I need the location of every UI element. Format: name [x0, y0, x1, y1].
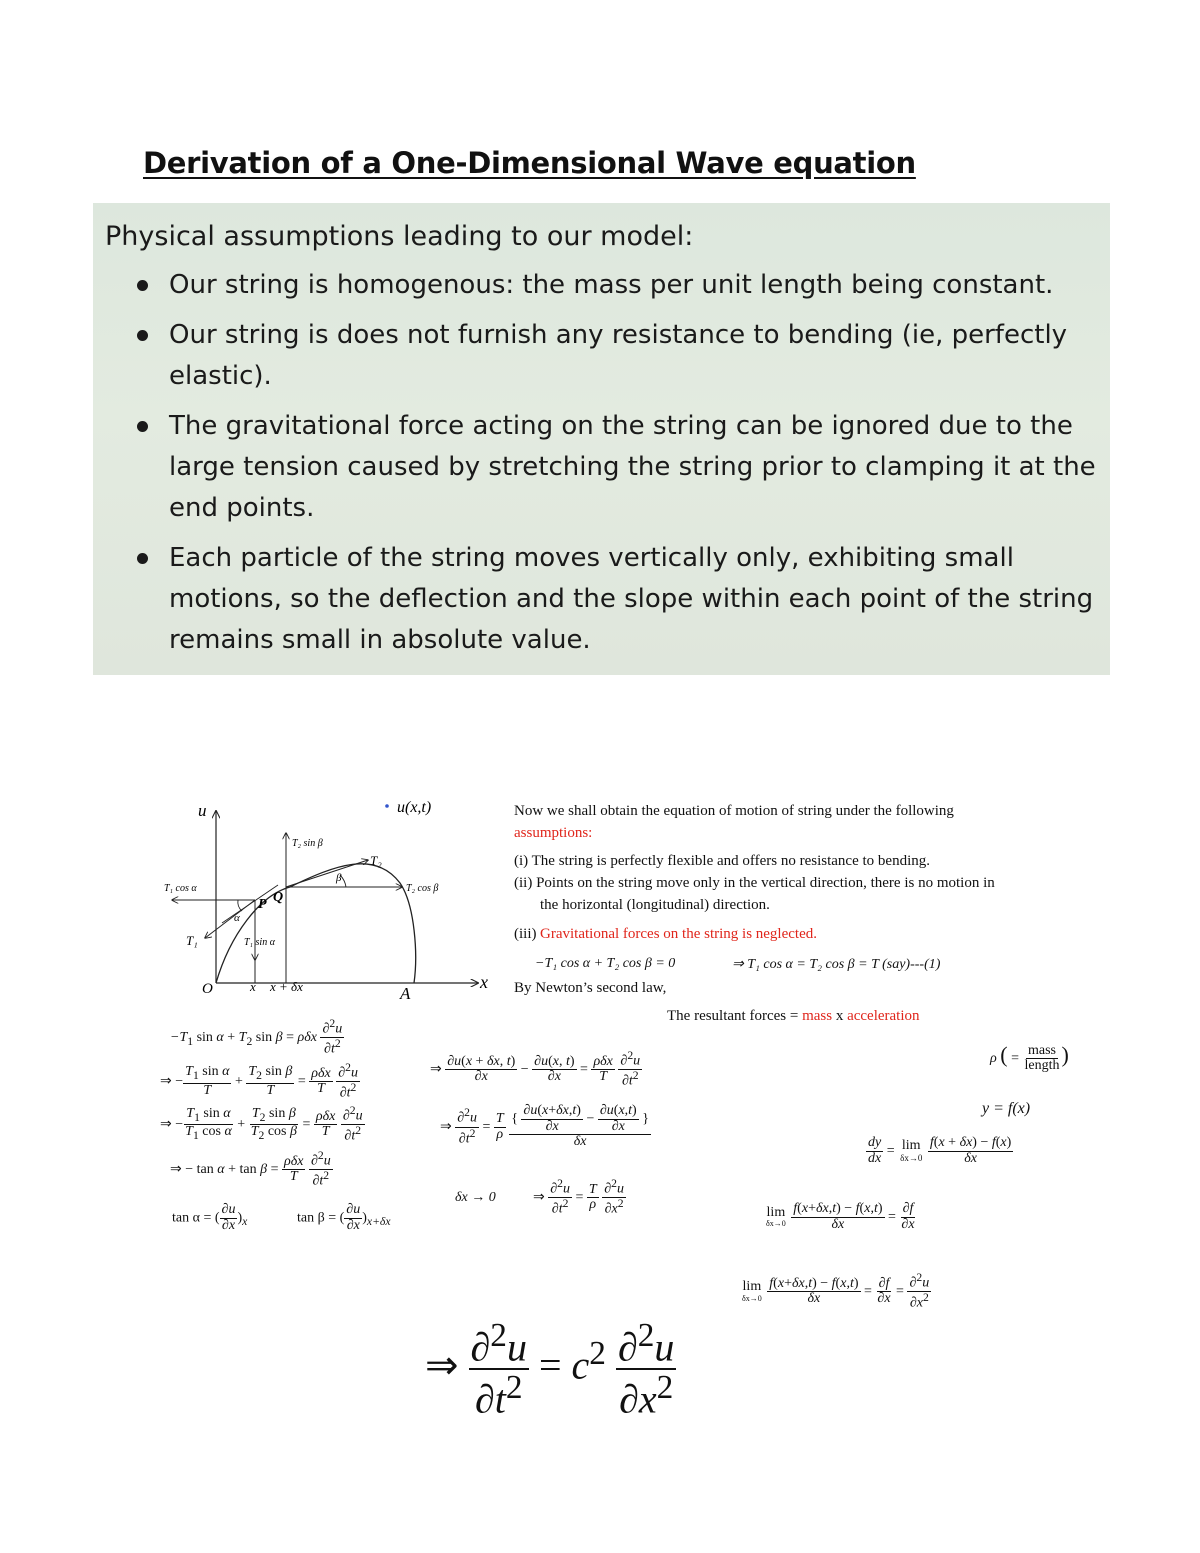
- alpha-label: α: [234, 912, 240, 924]
- intro-assumptions-label: assumptions:: [514, 825, 593, 841]
- partial-derivative-limit: lim δx→0 $\frac{f(x+\delta x,t) - f(x,t)}{\delta x}$ = $\frac{\partial f}{\partial x}$: [766, 1201, 915, 1232]
- list-item: Our string is does not furnish any resistance to bending (ie, perfectly elastic).: [133, 315, 1103, 397]
- beta-label: β: [336, 872, 342, 884]
- assumption-1: (i) The string is perfectly flexible and offers no resistance to bending.: [514, 853, 930, 869]
- u-axis-label: u: [198, 801, 207, 820]
- density-definition: ρ ( = $\frac{\text{mass}}{\text{length}}$ ): [990, 1042, 1069, 1074]
- assumptions-slide: [93, 203, 1110, 675]
- string-force-diagram: [160, 795, 500, 1010]
- vertical-force-equation: $-T_1$ $\sin \alpha + T_2$ sin β = ρδx $\frac{\partial^2u}{\partial t^2}$: [170, 1017, 343, 1057]
- end-point-label: A: [400, 984, 411, 1003]
- list-item: Each particle of the string moves vertically only, exhibiting small motions, so the deflection and the slope within each point of the string remains small in absolute value.: [133, 538, 1103, 661]
- bullet-icon: [137, 421, 148, 432]
- t1-label: T₁: [186, 933, 198, 948]
- assumption-3-label: (iii): [514, 926, 537, 942]
- string-curve: [216, 864, 416, 983]
- t2sin-label: T₂ sin β: [292, 838, 323, 849]
- tangent-difference-equation: ⇒ − tan α + tan β = $\frac{\text{ρδx}}{T}$ $\frac{\partial^2u}{\partial t^2}$: [170, 1149, 331, 1189]
- rearranged-wave-equation: ⇒ $\frac{\partial^2u}{\partial t^2}$ = $\frac{T}{\rho}$ { $\frac{\partial u(x+\delta x,t)}{\partial x}$ − $\frac{\partial u(x,t)}{\partial x}$ } δx: [440, 1103, 649, 1150]
- resultant-force-statement: The resultant forces = mass x acceleration: [667, 1008, 920, 1024]
- page-title: Derivation of a One-Dimensional Wave equation: [143, 146, 916, 180]
- tick-x-label: x: [250, 979, 256, 994]
- tick-xdx-label: x + δx: [270, 979, 303, 994]
- assumption-2-line2: the horizontal (longitudinal) direction.: [540, 897, 770, 913]
- list-item: Our string is homogenous: the mass per unit length being constant.: [133, 265, 1103, 306]
- derivative-definition: $\frac{dy}{dx}$ = lim δx→0 $\frac{f(x + \delta x) - f(x)}{\delta x}$: [868, 1135, 1012, 1166]
- bullet-icon: [137, 330, 148, 341]
- divide-by-t-equation: ⇒ − $\frac{T_1 \sin \alpha}{T}$ + $\frac{T_2 \sin \beta}{T}$ = $\frac{\text{ρδx}}{T}$ $\frac{\partial^2u}{\partial t^2}$: [160, 1061, 358, 1101]
- function-definition: y = f(x): [982, 1100, 1031, 1117]
- tan-alpha-slope: tan α = ( $\frac{\partial u}{\partial x}$ )$_x$: [172, 1202, 248, 1233]
- t2-arrow: [286, 860, 368, 887]
- bullet-icon: [137, 553, 148, 564]
- newton-law-text: By Newton’s second law,: [514, 980, 667, 996]
- t2-label: T₂: [370, 853, 382, 868]
- bullet-icon: [137, 280, 148, 291]
- x-axis-label: x: [480, 972, 488, 992]
- limit-result-equation: ⇒ $\frac{\partial^2u}{\partial t^2}$ = $\frac{T}{\rho}$ $\frac{\partial^2u}{\partial x^2}$: [533, 1177, 624, 1217]
- second-partial-limit: lim δx→0 $\frac{f(x+\delta x,t) - f(x,t)}{\delta x}$ = $\frac{\partial f}{\partial x}$ = $\frac{\partial^2u}{\partial x^2}$: [742, 1271, 930, 1311]
- assumption-list: [133, 265, 1103, 670]
- assumption-3-text: Gravitational forces on the string is neglected.: [540, 926, 817, 942]
- t1sin-label: T₁ sin α: [244, 937, 275, 948]
- tangent-line: [222, 885, 278, 923]
- substitute-tension-equation: ⇒ − $\frac{T_1 \sin \alpha}{T_1 \cos \alpha}$ + $\frac{T_2 \sin \beta}{T_2 \cos \beta}$ = $\frac{\text{ρδx}}{T}$ $\frac{\partial^2u}{\partial t^2}$: [160, 1104, 363, 1144]
- slide-heading: Physical assumptions leading to our model:: [105, 221, 694, 252]
- intro-text: Now we shall obtain the equation of motion of string under the following: [514, 803, 954, 819]
- slope-difference-equation: ⇒ $\frac{\partial u(x + \delta x, t)}{\partial x}$ − $\frac{\partial u(x, t)}{\partial x}$ = $\frac{\text{ρδx}}{T}$ $\frac{\partial^2u}{\partial t^2}$: [430, 1049, 641, 1089]
- horizontal-balance: −T₁ cos α + T₂ cos β = 0: [535, 956, 676, 971]
- limit-condition: δx → 0: [455, 1190, 496, 1205]
- point-q-label: Q: [273, 890, 284, 905]
- tension-definition: ⇒ T₁ cos α = T₂ cos β = T (say)---(1): [732, 957, 941, 972]
- curve-label-dot: [385, 804, 389, 808]
- list-item: The gravitational force acting on the string can be ignored due to the large tension caused by stretching the string prior to clamping it at the end points.: [133, 406, 1103, 529]
- wave-equation-result: ⇒ $\frac{\partial^2u}{\partial t^2}$ = $c^2$ $\frac{\partial^2u}{\partial x^2}$: [425, 1317, 675, 1422]
- point-p-label: P: [258, 897, 267, 912]
- origin-label: O: [202, 981, 213, 997]
- tan-beta-slope: tan β = ( $\frac{\partial u}{\partial x}$ )$_{x+\delta x}$: [297, 1202, 391, 1233]
- t2cos-label: T₂ cos β: [406, 883, 439, 894]
- assumption-2-line1: (ii) Points on the string move only in the vertical direction, there is no motion in: [514, 875, 995, 891]
- curve-label: u(x,t): [397, 799, 432, 816]
- t1cos-label: T₁ cos α: [164, 883, 197, 894]
